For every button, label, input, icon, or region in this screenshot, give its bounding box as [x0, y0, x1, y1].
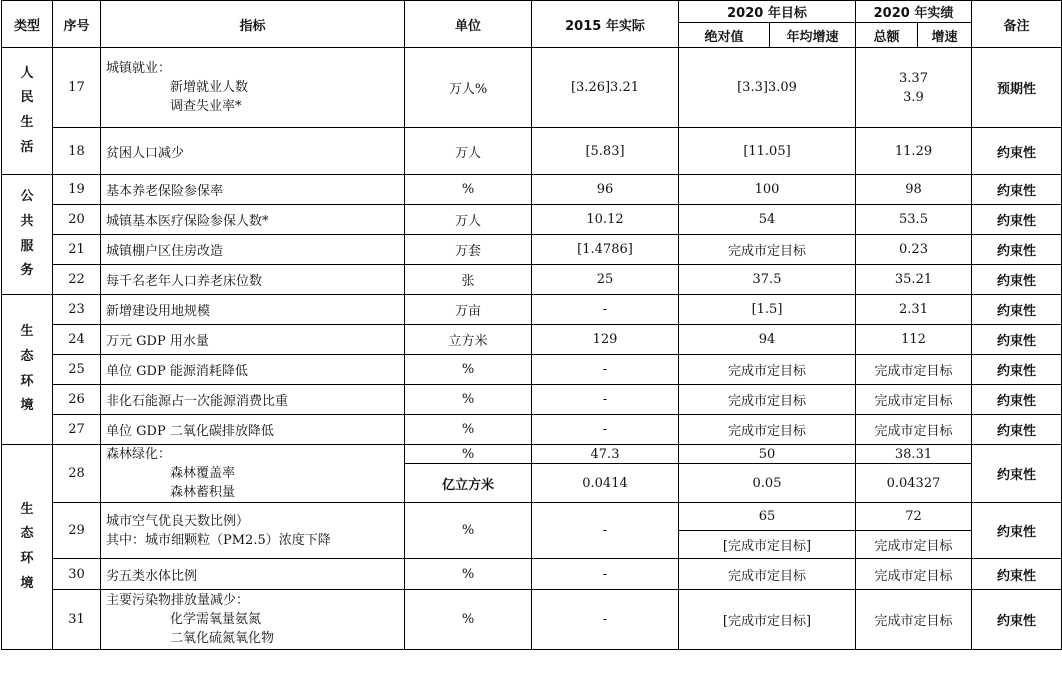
indicator-table — [1, 0, 1062, 650]
row-number: 28 — [53, 445, 101, 503]
target-2020: 94 — [679, 325, 856, 355]
indicator-name: 非化石能源占一次能源消费比重 — [101, 385, 405, 415]
category-ecology-1: 生 态 环 境 — [2, 295, 53, 445]
remark: 约束性 — [972, 503, 1062, 559]
actual-2020: 完成市定目标 — [856, 415, 972, 445]
target-2020: 完成市定目标 — [679, 415, 856, 445]
actual-2020: 完成市定目标 — [856, 590, 972, 650]
row-number: 27 — [53, 415, 101, 445]
target-2020: [1.5] — [679, 295, 856, 325]
indicator-name: 万元 GDP 用水量 — [101, 325, 405, 355]
target-2020: 50 — [679, 445, 856, 464]
unit: % — [405, 175, 532, 205]
actual-2015: 10.12 — [532, 205, 679, 235]
target-2020: [11.05] — [679, 128, 856, 175]
header-actual-2020: 2020 年实绩 — [856, 1, 972, 23]
table-row — [2, 355, 1062, 385]
target-2020: 54 — [679, 205, 856, 235]
row-number: 20 — [53, 205, 101, 235]
indicator-name: 城镇棚户区住房改造 — [101, 235, 405, 265]
remark: 约束性 — [972, 559, 1062, 590]
actual-2015: 0.0414 — [532, 464, 679, 503]
actual-2015: - — [532, 295, 679, 325]
table-row — [2, 559, 1062, 590]
unit: % — [405, 385, 532, 415]
category-ecology-2: 生 态 环 境 — [2, 445, 53, 650]
row-number: 19 — [53, 175, 101, 205]
unit: % — [405, 503, 532, 559]
target-2020: [3.3]3.09 — [679, 48, 856, 128]
unit: 万人% — [405, 48, 532, 128]
table-row — [2, 385, 1062, 415]
target-2020: 37.5 — [679, 265, 856, 295]
table-row — [2, 445, 1062, 464]
table-row — [2, 175, 1062, 205]
actual-2015: - — [532, 385, 679, 415]
indicator-name: 城镇就业： 新增就业人数 调查失业率* — [101, 48, 405, 128]
header-total: 总额 — [856, 23, 918, 48]
remark: 约束性 — [972, 205, 1062, 235]
unit: 张 — [405, 265, 532, 295]
table-row — [2, 295, 1062, 325]
remark: 约束性 — [972, 128, 1062, 175]
actual-2015: - — [532, 559, 679, 590]
target-2020: 完成市定目标 — [679, 559, 856, 590]
header-annual-growth: 年均增速 — [770, 23, 856, 48]
remark: 约束性 — [972, 295, 1062, 325]
unit: % — [405, 445, 532, 464]
target-2020: 完成市定目标 — [679, 355, 856, 385]
row-number: 25 — [53, 355, 101, 385]
remark: 约束性 — [972, 265, 1062, 295]
unit: 万人 — [405, 128, 532, 175]
actual-2020: 112 — [856, 325, 972, 355]
row-number: 18 — [53, 128, 101, 175]
table-row — [2, 415, 1062, 445]
indicator-name: 基本养老保险参保率 — [101, 175, 405, 205]
header-indicator: 指标 — [101, 1, 405, 48]
row-number: 23 — [53, 295, 101, 325]
indicator-name: 主要污染物排放量减少： 化学需氧量氨氮 二氧化硫氮氧化物 — [101, 590, 405, 650]
remark: 约束性 — [972, 590, 1062, 650]
header-unit: 单位 — [405, 1, 532, 48]
row-number: 31 — [53, 590, 101, 650]
actual-2020: 0.04327 — [856, 464, 972, 503]
header-no: 序号 — [53, 1, 101, 48]
table-row — [2, 205, 1062, 235]
row-number: 17 — [53, 48, 101, 128]
target-2020: [完成市定目标] — [679, 590, 856, 650]
header-actual-2015: 2015 年实际 — [532, 1, 679, 48]
actual-2020: 2.31 — [856, 295, 972, 325]
remark: 约束性 — [972, 235, 1062, 265]
row-number: 26 — [53, 385, 101, 415]
actual-2020: 完成市定目标 — [856, 355, 972, 385]
row-number: 29 — [53, 503, 101, 559]
unit: % — [405, 415, 532, 445]
header-growth: 增速 — [918, 23, 972, 48]
remark: 约束性 — [972, 325, 1062, 355]
row-number: 22 — [53, 265, 101, 295]
actual-2015: - — [532, 415, 679, 445]
unit: 万亩 — [405, 295, 532, 325]
target-2020: 完成市定目标 — [679, 385, 856, 415]
target-2020: 65 — [679, 503, 856, 531]
category-public-service: 公 共 服 务 — [2, 175, 53, 295]
target-2020: [完成市定目标] — [679, 531, 856, 559]
remark: 约束性 — [972, 445, 1062, 503]
remark: 约束性 — [972, 175, 1062, 205]
table-row — [2, 325, 1062, 355]
actual-2020: 0.23 — [856, 235, 972, 265]
unit: 亿立方米 — [405, 464, 532, 503]
table-row — [2, 48, 1062, 128]
actual-2020: 98 — [856, 175, 972, 205]
indicator-name: 城镇基本医疗保险参保人数* — [101, 205, 405, 235]
unit: 万人 — [405, 205, 532, 235]
target-2020: 0.05 — [679, 464, 856, 503]
indicator-name: 单位 GDP 二氧化碳排放降低 — [101, 415, 405, 445]
table-row — [2, 128, 1062, 175]
indicator-name: 森林绿化： 森林覆盖率 森林蓄积量 — [101, 445, 405, 503]
actual-2015: 129 — [532, 325, 679, 355]
row-number: 30 — [53, 559, 101, 590]
header-remark: 备注 — [972, 1, 1062, 48]
unit: % — [405, 355, 532, 385]
actual-2015: 25 — [532, 265, 679, 295]
indicator-name: 新增建设用地规模 — [101, 295, 405, 325]
actual-2020: 完成市定目标 — [856, 531, 972, 559]
actual-2015: 96 — [532, 175, 679, 205]
table-row — [2, 235, 1062, 265]
target-2020: 100 — [679, 175, 856, 205]
unit: % — [405, 559, 532, 590]
actual-2020: 完成市定目标 — [856, 385, 972, 415]
actual-2020: 53.5 — [856, 205, 972, 235]
remark: 约束性 — [972, 415, 1062, 445]
remark: 预期性 — [972, 48, 1062, 128]
indicator-name: 城市空气优良天数比例） 其中：城市细颗粒（PM2.5）浓度下降 — [101, 503, 405, 559]
actual-2015: - — [532, 590, 679, 650]
actual-2015: - — [532, 355, 679, 385]
actual-2015: [3.26]3.21 — [532, 48, 679, 128]
unit: 万套 — [405, 235, 532, 265]
remark: 约束性 — [972, 385, 1062, 415]
table-row — [2, 265, 1062, 295]
actual-2015: - — [532, 503, 679, 559]
indicator-name: 劣五类水体比例 — [101, 559, 405, 590]
actual-2020: 38.31 — [856, 445, 972, 464]
row-number: 24 — [53, 325, 101, 355]
table-row — [2, 590, 1062, 650]
indicator-name: 贫困人口减少 — [101, 128, 405, 175]
header-absolute: 绝对值 — [679, 23, 770, 48]
actual-2015: 47.3 — [532, 445, 679, 464]
header-target-2020: 2020 年目标 — [679, 1, 856, 23]
target-2020: 完成市定目标 — [679, 235, 856, 265]
remark: 约束性 — [972, 355, 1062, 385]
indicator-name: 单位 GDP 能源消耗降低 — [101, 355, 405, 385]
unit: 立方米 — [405, 325, 532, 355]
actual-2020: 72 — [856, 503, 972, 531]
unit: % — [405, 590, 532, 650]
row-number: 21 — [53, 235, 101, 265]
indicator-name: 每千名老年人口养老床位数 — [101, 265, 405, 295]
actual-2020: 完成市定目标 — [856, 559, 972, 590]
table-row — [2, 503, 1062, 531]
actual-2015: [5.83] — [532, 128, 679, 175]
actual-2020: 35.21 — [856, 265, 972, 295]
category-livelihood: 人 民 生 活 — [2, 48, 53, 175]
actual-2020: 11.29 — [856, 128, 972, 175]
header-type: 类型 — [2, 1, 53, 48]
actual-2020: 3.37 3.9 — [856, 48, 972, 128]
actual-2015: [1.4786] — [532, 235, 679, 265]
